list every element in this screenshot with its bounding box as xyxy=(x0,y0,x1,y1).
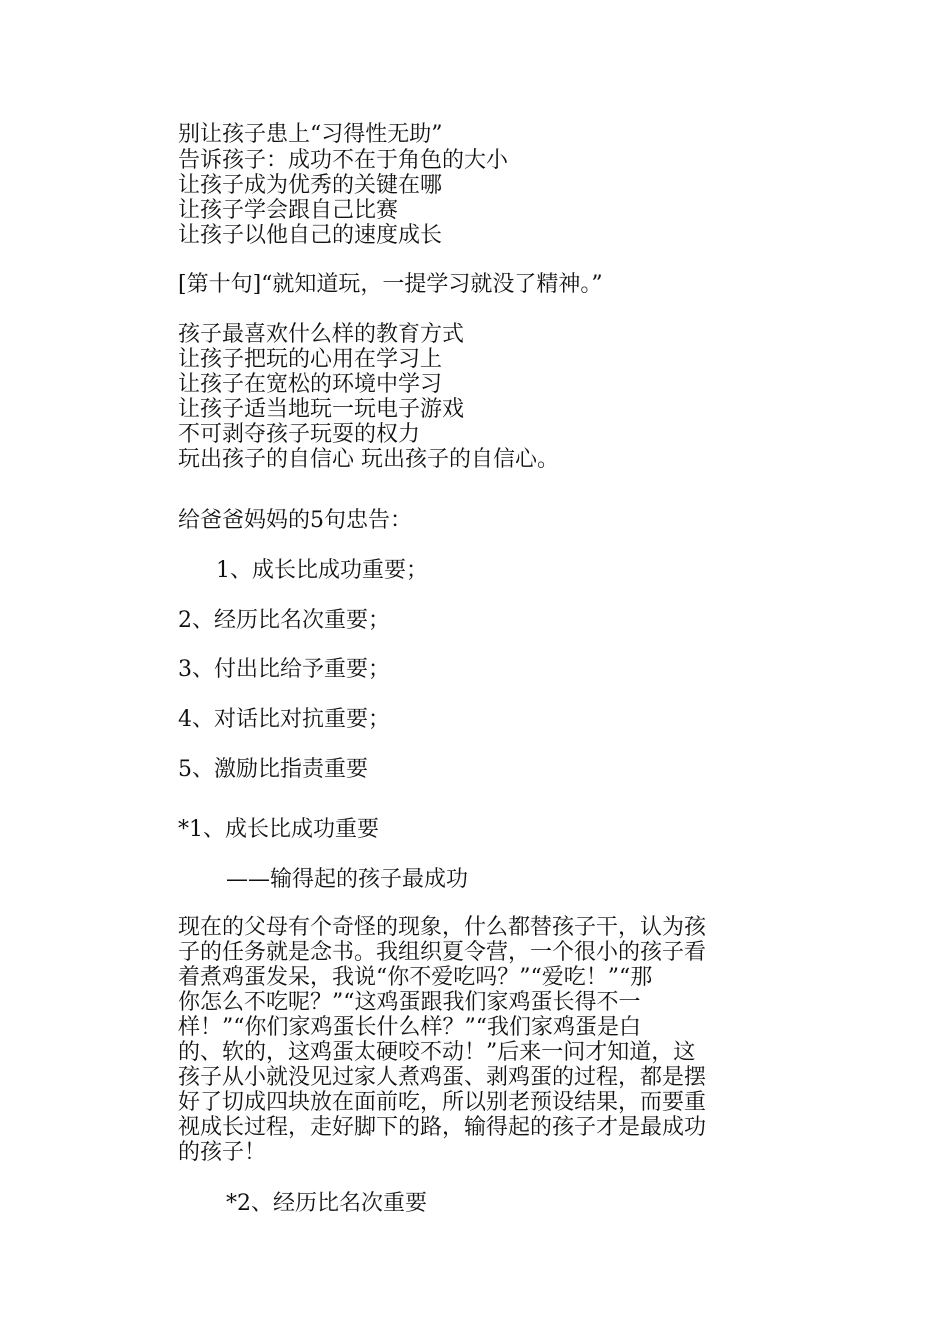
body-line: 视成长过程，走好脚下的路，输得起的孩子才是最成功 xyxy=(178,1115,707,1140)
section-one-body xyxy=(178,915,768,1165)
body-line: 你怎么不吃呢？”“这鸡蛋跟我们家鸡蛋长得不一 xyxy=(178,990,641,1015)
body-line: 孩子从小就没见过家人煮鸡蛋、剥鸡蛋的过程，都是摆 xyxy=(178,1065,707,1090)
text-line: 玩出孩子的自信心 玩出孩子的自信心。 xyxy=(178,447,559,472)
section-ten-title: [第十句]“就知道玩，一提学习就没了精神。” xyxy=(178,272,603,297)
text-line: 让孩子适当地玩一玩电子游戏 xyxy=(178,397,465,422)
advice-item: 3、付出比给予重要； xyxy=(178,657,390,682)
body-line: 着煮鸡蛋发呆，我说“你不爱吃吗？”“爱吃！”“那 xyxy=(178,965,653,990)
text-line: 告诉孩子：成功不在于角色的大小 xyxy=(178,148,509,173)
body-line: 的、软的，这鸡蛋太硬咬不动！”后来一问才知道，这 xyxy=(178,1040,696,1065)
body-line: 的孩子！ xyxy=(178,1140,267,1165)
text-line: 让孩子在宽松的环境中学习 xyxy=(178,372,443,397)
advice-item: 2、经历比名次重要； xyxy=(178,608,390,633)
advice-item: 1、成长比成功重要； xyxy=(216,558,428,583)
body-line: 现在的父母有个奇怪的现象，什么都替孩子干，认为孩 xyxy=(178,915,707,940)
text-line: 让孩子把玩的心用在学习上 xyxy=(178,347,443,372)
section-one-subtitle: ——输得起的孩子最成功 xyxy=(226,867,469,892)
text-line: 让孩子学会跟自己比赛 xyxy=(178,198,399,223)
text-line: 别让孩子患上“习得性无助” xyxy=(178,122,443,147)
body-line: 子的任务就是念书。我组织夏令营，一个很小的孩子看 xyxy=(178,940,707,965)
text-line: 孩子最喜欢什么样的教育方式 xyxy=(178,322,465,347)
advice-item: 4、对话比对抗重要； xyxy=(178,707,390,732)
text-line: 不可剥夺孩子玩耍的权力 xyxy=(178,422,421,447)
body-line: 样！”“你们家鸡蛋长什么样？”“我们家鸡蛋是白 xyxy=(178,1015,641,1040)
text-line: 让孩子以他自己的速度成长 xyxy=(178,223,443,248)
body-line: 好了切成四块放在面前吃，所以别老预设结果，而要重 xyxy=(178,1090,707,1115)
section-two-title: *2、经历比名次重要 xyxy=(226,1191,427,1216)
advice-heading: 给爸爸妈妈的5句忠告： xyxy=(178,508,412,533)
text-line: 让孩子成为优秀的关键在哪 xyxy=(178,173,443,198)
section-one-title: *1、成长比成功重要 xyxy=(178,817,379,842)
advice-item: 5、激励比指责重要 xyxy=(178,757,368,782)
